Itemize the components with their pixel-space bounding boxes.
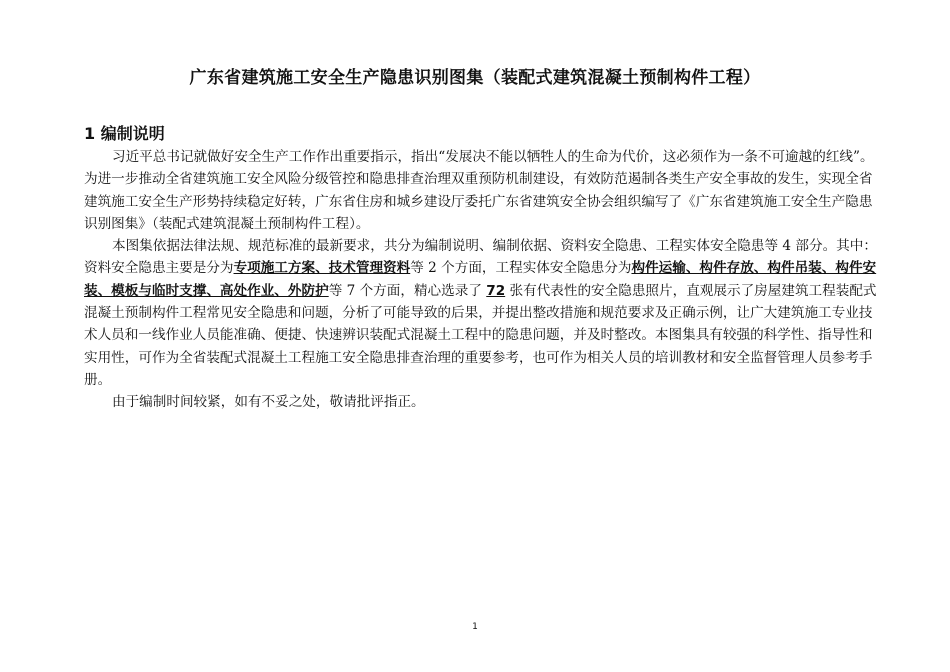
paragraph-2-line: 实用性，可作为全省装配式混凝土工程施工安全隐患排查治理的重要参考，也可作为相关人员的培训教材和安全监督管理人员参考手 [84,349,873,366]
paragraph-2-line [84,257,877,279]
text: 等 2 个方面，工程实体安全隐患分为 [410,260,632,277]
emphasis-text: 专项施工方案、技术管理资料 [233,260,411,277]
paragraph-2-line [84,280,877,302]
document-body [84,146,877,414]
section-heading: 1 编制说明 [84,124,165,143]
emphasis-text: 构件运输、构件存放、构件吊装、构件安 [631,260,877,277]
text: 张有代表性的安全隐患照片，直观展示了房屋建筑工程装配式 [505,282,877,299]
paragraph-2-line: 本图集依据法律法规、规范标准的最新要求，共分为编制说明、编制依据、资料安全隐患、工程实体安全隐患等 4 部分。其中： [112,238,877,255]
text: 资料安全隐患主要是分为 [84,260,234,277]
emphasis-number: 72 [486,282,506,299]
document-title: 广东省建筑施工安全生产隐患识别图集（装配式建筑混凝土预制构件工程） [189,68,761,88]
paragraph-2-line: 术人员和一线作业人员能准确、便捷、快速辨识装配式混凝土工程中的隐患问题，并及时整改。本图集具有较强的科学性、指导性和 [84,327,873,344]
paragraph-1-line: 建筑施工安全生产形势持续稳定好转，广东省住房和城乡建设厅委托广东省建筑安全协会组织编写了《广东省建筑施工安全生产隐患 [84,193,873,210]
paragraph-2-line: 册。 [84,371,112,388]
paragraph-1-line: 识别图集》（装配式建筑混凝土预制构件工程）。 [84,215,370,232]
text: 等 7 个方面，精心选录了 [328,282,487,299]
paragraph-2-line: 混凝土预制构件工程常见安全隐患和问题，分析了可能导致的后果，并提出整改措施和规范要求及正确示例，让广大建筑施工专业技 [84,305,873,322]
paragraph-3: 由于编制时间较紧，如有不妥之处，敬请批评指正。 [112,394,425,411]
page-number: 1 [472,622,478,632]
emphasis-text: 装、模板与临时支撑、高处作业、外防护 [84,282,329,299]
paragraph-1-line: 习近平总书记就做好安全生产工作作出重要指示，指出“发展决不能以牺牲人的生命为代价，这必须作为一条不可逾越的红线”。 [112,149,874,165]
paragraph-1-line: 为进一步推动全省建筑施工安全风险分级管控和隐患排查治理双重预防机制建设，有效防范遏制各类生产安全事故的发生，实现全省 [84,171,873,188]
